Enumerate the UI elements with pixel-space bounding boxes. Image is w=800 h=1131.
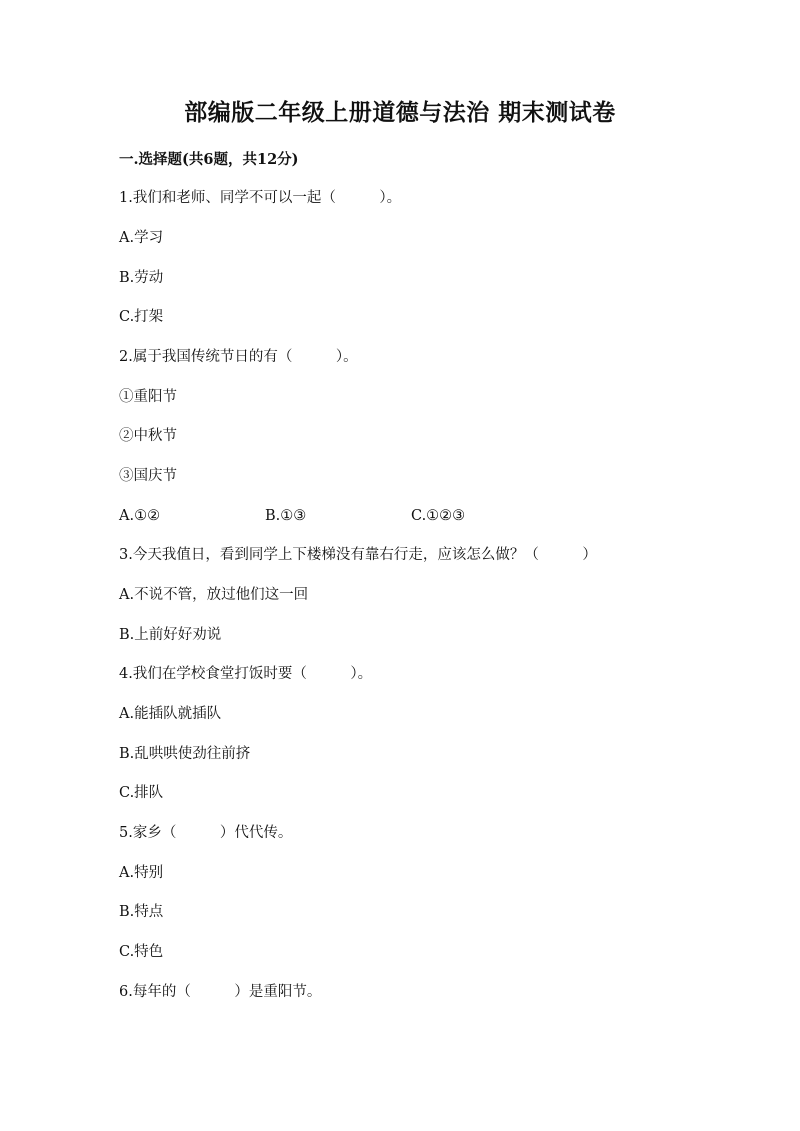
question-6-stem: 6.每年的（ ）是重阳节。 bbox=[119, 984, 322, 1000]
question-4-option-b[interactable]: B.乱哄哄使劲往前挤 bbox=[119, 746, 251, 762]
question-2-item-2: ②中秋节 bbox=[119, 428, 177, 444]
question-1-stem: 1.我们和老师、同学不可以一起（ ）。 bbox=[119, 190, 402, 206]
question-2-option-c[interactable]: C.①②③ bbox=[411, 508, 466, 524]
question-2-option-a[interactable]: A.①② bbox=[119, 508, 161, 524]
question-4-stem: 4.我们在学校食堂打饭时要（ ）。 bbox=[119, 666, 373, 682]
question-5-option-a[interactable]: A.特别 bbox=[119, 865, 164, 881]
section-heading: 一.选择题(共6题，共12分) bbox=[119, 151, 299, 168]
question-3-option-a[interactable]: A.不说不管，放过他们这一回 bbox=[119, 587, 309, 603]
question-4-option-a[interactable]: A.能插队就插队 bbox=[119, 706, 222, 722]
question-4-option-c[interactable]: C.排队 bbox=[119, 785, 164, 801]
question-2-item-3: ③国庆节 bbox=[119, 468, 177, 484]
question-5-option-b[interactable]: B.特点 bbox=[119, 904, 164, 920]
question-2-stem: 2.属于我国传统节日的有（ ）。 bbox=[119, 349, 358, 365]
question-3-option-b[interactable]: B.上前好好劝说 bbox=[119, 627, 222, 643]
question-2-option-b[interactable]: B.①③ bbox=[265, 508, 307, 524]
question-1-option-c[interactable]: C.打架 bbox=[119, 309, 164, 325]
question-1-option-a[interactable]: A.学习 bbox=[119, 230, 164, 246]
question-3-stem: 3.今天我值日，看到同学上下楼梯没有靠右行走，应该怎么做？（ ） bbox=[119, 547, 597, 563]
question-5-option-c[interactable]: C.特色 bbox=[119, 944, 164, 960]
question-2-item-1: ①重阳节 bbox=[119, 389, 177, 405]
question-5-stem: 5.家乡（ ）代代传。 bbox=[119, 825, 293, 841]
question-1-option-b[interactable]: B.劳动 bbox=[119, 270, 164, 286]
page-title: 部编版二年级上册道德与法治 期末测试卷 bbox=[184, 99, 616, 126]
